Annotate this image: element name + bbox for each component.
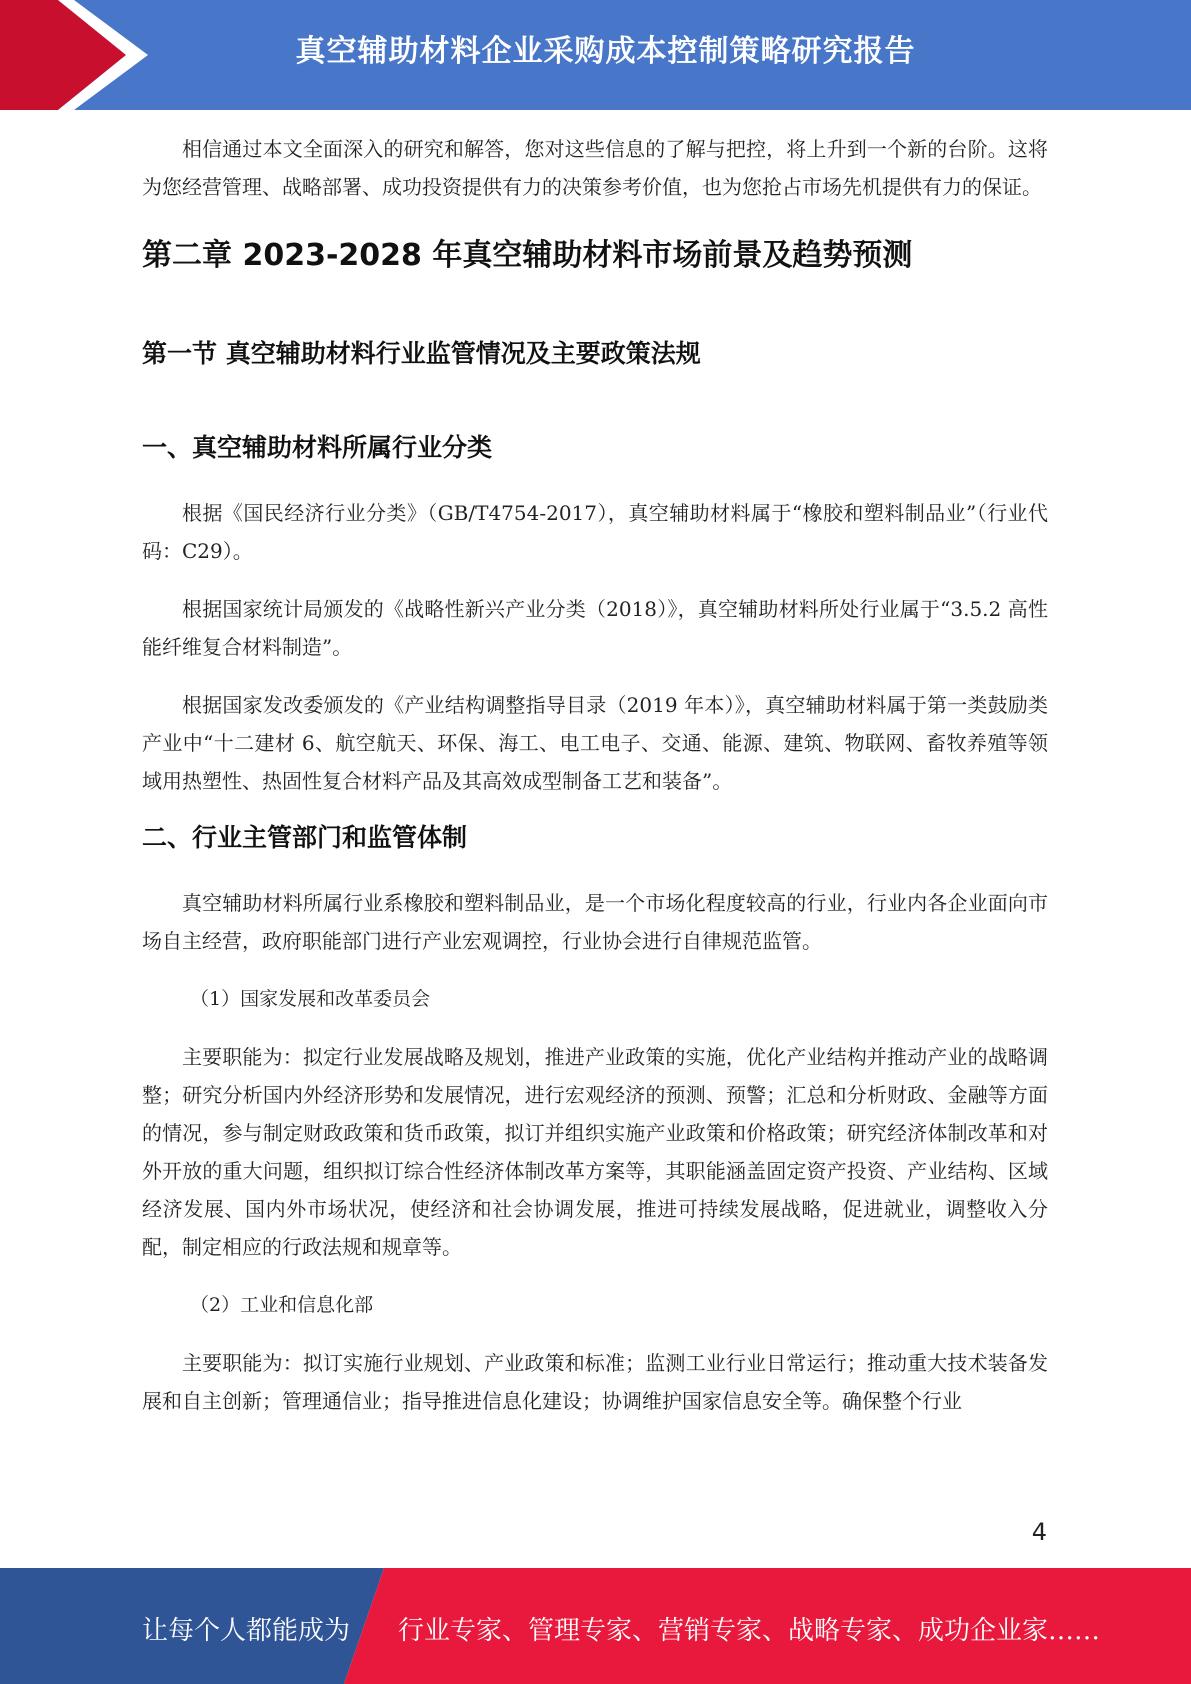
list-item-label: （2）工业和信息化部 <box>190 1294 374 1316</box>
document-body <box>142 130 1048 1440</box>
header-title: 真空辅助材料企业采购成本控制策略研究报告 <box>295 34 916 69</box>
page-number: 4 <box>1031 1518 1047 1546</box>
paragraph: 根据国家发改委颁发的《产业结构调整指导目录（2019 年本）》，真空辅助材料属于第一类鼓励类产业中“十二建材 6、航空航天、环保、海工、电工电子、交通、能源、建筑、物联网、畜牧养殖等领域用热塑性、热固性复合材料产品及其高效成型制备工艺和装备”。 <box>142 693 1048 793</box>
paragraph: 主要职能为：拟定行业发展战略及规划，推进产业政策的实施，优化产业结构并推动产业的战略调整；研究分析国内外经济形势和发展情况，进行宏观经济的预测、预警；汇总和分析财政、金融等方面的情况，参与制定财政政策和货币政策，拟订并组织实施产业政策和价格政策；研究经济体制改革和对外开放的重大问题，组织拟订综合性经济体制改革方案等，其职能涵盖固定资产投资、产业结构、区域经济发展、国内外市场状况，使经济和社会协调发展，推进可持续发展战略，促进就业，调整收入分配，制定相应的行政法规和规章等。 <box>142 1045 1048 1259</box>
footer-slogan-right: 行业专家、管理专家、营销专家、战略专家、成功企业家…… <box>398 1616 1101 1646</box>
paragraph: 主要职能为：拟订实施行业规划、产业政策和标准；监测工业行业日常运行；推动重大技术装备发展和自主创新；管理通信业；指导推进信息化建设；协调维护国家信息安全等。确保整个行业 <box>142 1351 1048 1413</box>
paragraph: 根据国家统计局颁发的《战略性新兴产业分类（2018）》，真空辅助材料所处行业属于“3.5.2 高性能纤维复合材料制造”。 <box>142 597 1048 659</box>
page-footer <box>0 1568 1191 1684</box>
subsection-title-regulation: 二、行业主管部门和监管体制 <box>142 823 468 852</box>
paragraph: 真空辅助材料所属行业系橡胶和塑料制品业，是一个市场化程度较高的行业，行业内各企业面向市场自主经营，政府职能部门进行产业宏观调控，行业协会进行自律规范监管。 <box>142 891 1048 953</box>
list-item-label: （1）国家发展和改革委员会 <box>190 988 431 1010</box>
chapter-title: 第二章 2023-2028 年真空辅助材料市场前景及趋势预测 <box>142 238 913 273</box>
paragraph: 根据《国民经济行业分类》（GB/T4754-2017），真空辅助材料属于“橡胶和塑料制品业”（行业代码：C29）。 <box>142 501 1048 563</box>
page-header <box>0 0 1191 110</box>
intro-paragraph: 相信通过本文全面深入的研究和解答，您对这些信息的了解与把控，将上升到一个新的台阶。这将为您经营管理、战略部署、成功投资提供有力的决策参考价值，也为您抢占市场先机提供有力的保证。 <box>142 137 1048 199</box>
subsection-title-classification: 一、真空辅助材料所属行业分类 <box>142 433 493 462</box>
footer-slogan-left: 让每个人都能成为 <box>142 1616 351 1646</box>
section-title: 第一节 真空辅助材料行业监管情况及主要政策法规 <box>142 339 701 368</box>
